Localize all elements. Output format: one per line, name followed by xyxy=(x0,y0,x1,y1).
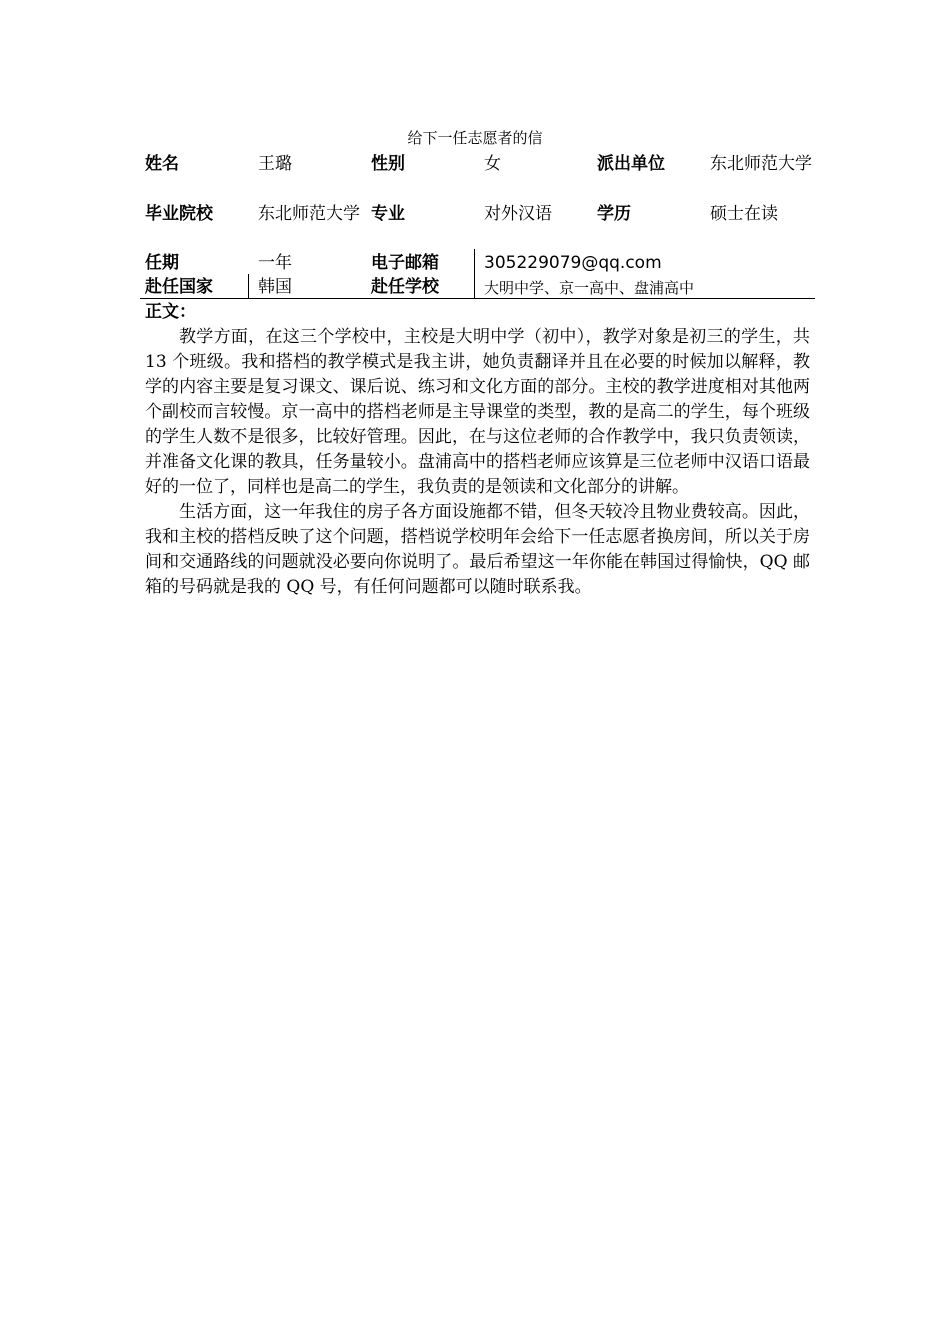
term-label: 任期 xyxy=(145,253,179,273)
post-school-label: 赴任学校 xyxy=(371,277,439,297)
degree-value: 硕士在读 xyxy=(710,204,778,224)
letter-body xyxy=(145,325,810,600)
school-value: 东北师范大学 xyxy=(258,204,360,224)
table-bottom-rule xyxy=(140,298,815,299)
gender-value: 女 xyxy=(484,154,501,174)
country-label: 赴任国家 xyxy=(145,277,213,297)
paragraph-teaching: 教学方面，在这三个学校中，主校是大明中学（初中），教学对象是初三的学生，共 13 个班级。我和搭档的教学模式是我主讲，她负责翻译并且在必要的时候加以解释，教学的内容主要是复习课文、课后说、练习和文化方面的部分。主校的教学进度相对其他两个副校而言较慢。京一高中的搭档老师是主导课堂的类型，教的是高二的学生，每个班级的学生人数不是很多，比较好管理。因此，在与这位老师的合作教学中，我只负责领读，并准备文化课的教具，任务量较小。盘浦高中的搭档老师应该算是三位老师中汉语口语最好的一位了，同样也是高二的学生，我负责的是领读和文化部分的讲解。 xyxy=(145,327,810,497)
term-value: 一年 xyxy=(258,253,292,273)
name-label: 姓名 xyxy=(145,154,179,174)
school-label: 毕业院校 xyxy=(145,204,213,224)
paragraph-life: 生活方面，这一年我住的房子各方面设施都不错，但冬天较冷且物业费较高。因此，我和主校的搭档反映了这个问题，搭档说学校明年会给下一任志愿者换房间，所以关于房间和交通路线的问题就没必要向你说明了。最后希望这一年你能在韩国过得愉快，QQ 邮箱的号码就是我的 QQ 号，有任何问题都可以随时联系我。 xyxy=(145,502,810,597)
gender-label: 性别 xyxy=(371,154,405,174)
major-value: 对外汉语 xyxy=(484,204,552,224)
table-divider-vertical xyxy=(474,249,475,298)
degree-label: 学历 xyxy=(597,204,631,224)
name-value: 王璐 xyxy=(258,154,292,174)
document-title: 给下一任志愿者的信 xyxy=(407,129,543,147)
table-divider-vertical xyxy=(248,274,249,298)
unit-label: 派出单位 xyxy=(597,154,665,174)
email-value: 305229079@qq.com xyxy=(484,253,662,273)
country-value: 韩国 xyxy=(258,277,292,297)
unit-value: 东北师范大学 xyxy=(710,154,812,174)
major-label: 专业 xyxy=(371,204,405,224)
body-heading: 正文： xyxy=(145,302,196,322)
post-school-value: 大明中学、京一高中、盘浦高中 xyxy=(484,279,695,297)
email-label: 电子邮箱 xyxy=(371,253,439,273)
